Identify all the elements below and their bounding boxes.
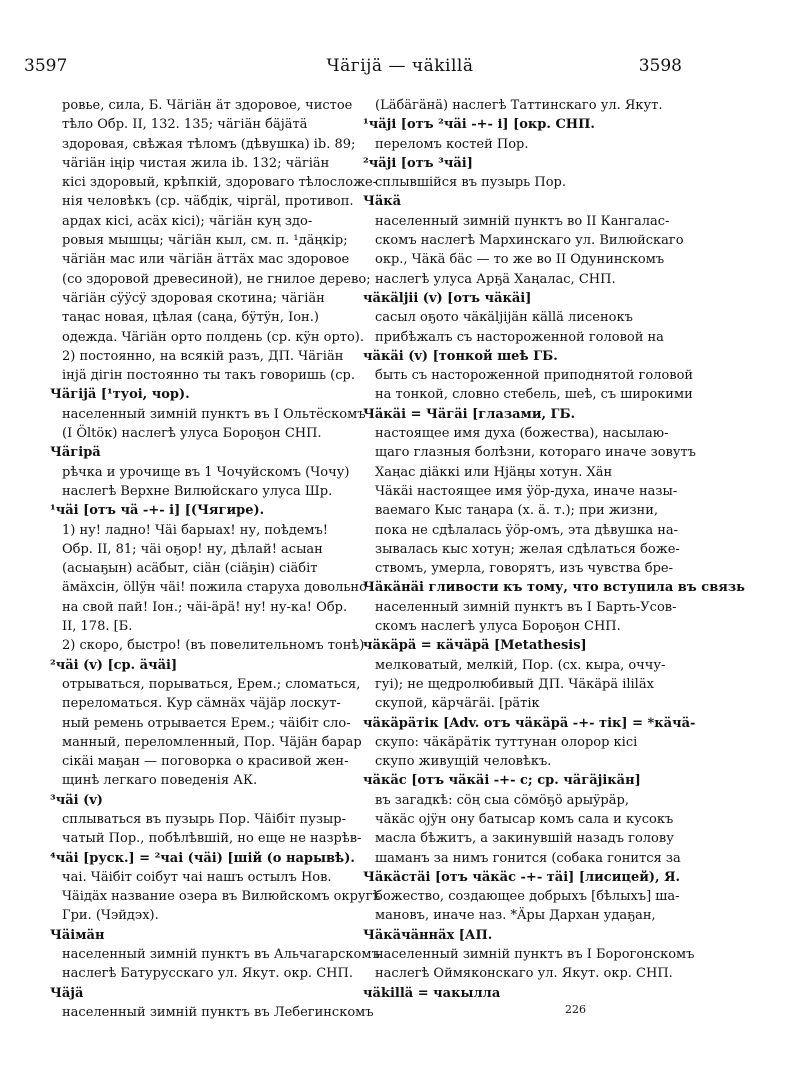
text-line: настоящее имя духа (божества), насылаю- <box>375 426 669 442</box>
left-page-number: 3597 <box>24 56 68 76</box>
entry-headword-line: ¹чäjі [отъ ²чäi -+- і] [окр. СНП. <box>363 117 595 133</box>
text-line: пока не сдѣлалась ÿöр-омъ, эта дѣвушка на- <box>375 522 679 538</box>
text-line: переломъ костей Пор. <box>375 136 529 152</box>
text-line: чатый Пор., побѣлѣвшiй, но еще не назрѣв- <box>62 831 362 847</box>
text-line: прибѣжалъ съ настороженной головой на <box>375 329 664 345</box>
page-header <box>0 56 800 80</box>
text-line: мановъ, иначе наз. *Äры Дархан удаҕан, <box>375 908 656 924</box>
text-line: Хаңас дiäккi или Нjäңы хотун. Хäн <box>375 464 613 480</box>
text-line: населенный зимнiй пунктъ въ Альчагарскомъ <box>62 947 380 963</box>
text-line: населенный зимнiй пунктъ въ I Ольтёскомъ <box>62 406 366 422</box>
entry-headword-line: чäкäi (v) [тонкой шеѣ ГБ. <box>363 348 558 364</box>
text-line: кiсi здоровый, крѣпкiй, здороваго тѣлосложе- <box>62 175 378 191</box>
text-line: тѣло Обр. II, 132. 135; чäгiäн бäjäтä <box>62 117 308 133</box>
entry-headword-line: Чäiмäн <box>50 927 105 943</box>
text-line: наслегѣ улуса Арҕä Хаңалас, СНП. <box>375 271 616 287</box>
text-line: Чäiдäх название озера въ Вилюйскомъ округѣ <box>62 889 381 905</box>
left-column <box>50 96 381 1022</box>
text-line: зывалась кыс хотун; желая сдѣлаться боже- <box>375 541 680 557</box>
text-line: Обр. II, 81; чäi оҕор! ну, дѣлай! асыан <box>62 541 323 557</box>
text-line: (Läбäгäнä) наслегѣ Таттинскаго ул. Якут. <box>375 98 663 113</box>
entry-headword-line: чäкäрäтiк [Adv. отъ чäкäрä -+- тiк] = *кäчä- <box>363 715 696 731</box>
right-column <box>363 96 745 1003</box>
text-line: 2) постоянно, на всякiй разъ, ДП. Чäгiäн <box>62 348 344 364</box>
text-line: чäгiäн iңiр чистая жила ib. 132; чäгiäн <box>62 155 330 171</box>
entry-headword-line: Чäjä <box>50 985 84 1001</box>
text-line: рѣчка и урочище въ 1 Чочуйскомъ (Чочу) <box>62 464 350 480</box>
right-page-number: 3598 <box>638 56 682 76</box>
entry-headword-line: ⁴чäi [руск.] = ²чаi (чäi) [шiй (о нарывѣ). <box>50 850 355 866</box>
text-line: iнjä дiгiн постоянно ты такъ говоришь (ср. <box>62 368 355 384</box>
text-line: (I Öltöк) наслегѣ улуса Бороҕон СНП. <box>62 426 322 442</box>
text-line: мелковатый, мелкiй, Пор. (сх. кыра, оччу- <box>375 657 666 673</box>
text-line: населенный зимнiй пунктъ во II Кангалас- <box>375 213 670 229</box>
text-line: населенный зимнiй пунктъ въ I Барть-Усов- <box>375 599 677 615</box>
text-line: гуi); не щедролюбивый ДП. Чäкäрä ililäх <box>375 676 654 692</box>
text-line: 1) ну! ладно! Чäi барыах! ну, поѣдемъ! <box>62 522 328 538</box>
text-line: скупой, кäрчäгäi. [рäтiк <box>375 696 540 712</box>
entry-headword-line: Чäгijä [¹туoi, чор). <box>50 387 190 403</box>
text-line: наслегѣ Батурусскаго ул. Якут. окр. СНП. <box>62 966 353 982</box>
text-line: äмäхсiн, öllÿн чäi! пожила старуха довольно <box>62 580 367 596</box>
text-line: шаманъ за нимъ гонится (собака гонится за <box>375 850 681 866</box>
text-line: щаго глазныя болѣзни, котораго иначе зовутъ <box>375 445 696 461</box>
text-line: таңас новая, цѣлая (саңа, бÿтÿн, Іон.) <box>62 310 319 326</box>
entry-headword-line: ³чäi (v) <box>50 792 103 808</box>
text-line: нiя человѣкъ (ср. чäбдiк, чiргäl, противоп. <box>62 194 354 210</box>
text-line: отрываться, порываться, Ерем.; сломаться, <box>62 676 361 692</box>
text-line: щинѣ легкаго поведенiя АК. <box>62 773 258 789</box>
entry-headword-line: ²чäjі [отъ ³чäi] <box>363 155 473 171</box>
entry-headword-line: Чäкäстäi [отъ чäкäс -+- тäi] [лисицей), Я. <box>363 869 681 885</box>
text-line: сiкäi маҕан — поговорка о красивой жен- <box>62 754 349 770</box>
text-line: 2) скоро, быстро! (въ повелительномъ тонѣ) <box>62 638 365 654</box>
entry-headword-line: чäkillä = чакылла <box>363 985 501 1001</box>
running-title: Чäгijä — чäkillä <box>326 56 474 76</box>
entry-headword-line: ²чäi (v) [ср. äчäi] <box>50 657 178 673</box>
text-line: быть съ настороженной приподнятой головой <box>375 368 694 384</box>
text-line: масла бѣжитъ, а закинувшiй назадъ голову <box>375 831 674 847</box>
text-line: скомъ наслегѣ Мархинскаго ул. Вилюйскаго <box>375 233 684 249</box>
text-line: сплываться въ пузырь Пор. Чäiбiт пузыр- <box>62 811 346 827</box>
footer-page-number: 226 <box>565 1003 586 1016</box>
text-line: (со здоровой древесиной), не гнилое дерево; <box>62 271 371 287</box>
text-line: ный ремень отрывается Ерем.; чäiбiт сло- <box>62 715 351 731</box>
text-line: II, 178. [Б. <box>62 619 133 635</box>
text-line: населенный зимнiй пунктъ въ I Борогонскомъ <box>375 947 695 963</box>
text-line: окр., Чäкä бäс — то же во II Одунинскомъ <box>375 252 665 268</box>
text-line: Гри. (Чэйдэх). <box>62 908 159 924</box>
text-line: чäгiäн сÿÿсÿ здоровая скотина; чäгiäн <box>62 290 325 306</box>
text-line: переломаться. Кур сäмнäх чäjäр лоскут- <box>62 696 341 712</box>
text-line: наслегѣ Верхне Вилюйскаго улуса Шр. <box>62 483 333 499</box>
text-line: скупо: чäкäрäтiк туттунан олорор кiсi <box>375 734 638 750</box>
text-line: наслегѣ Оймяконскаго ул. Якут. окр. СНП. <box>375 966 673 982</box>
text-line: скупо живущiй человѣкъ. <box>375 754 552 770</box>
text-line: скомъ наслегѣ улуса Бороҕон СНП. <box>375 619 621 635</box>
text-line: ровье, сила, Б. Чäгiäн äт здоровое, чистое <box>62 98 353 113</box>
entry-headword-line: Чäкäчäннäх [АП. <box>363 927 493 943</box>
text-line: чäгiäн мас или чäгiäн äттäх мас здоровое <box>62 252 350 268</box>
text-line: на свой пай! Іон.; чäi-äрä! ну! ну-ка! Обр. <box>62 599 348 615</box>
entry-headword-line: чäкäljii (v) [отъ чäкäi] <box>363 290 532 306</box>
text-line: въ загадкѣ: сöң сыа сöмöҕö арыÿрäр, <box>375 792 629 808</box>
text-line: ствомъ, умерла, говорятъ, изъ чувства бре- <box>375 561 673 577</box>
entry-headword-line: Чäкäнäi гливости къ тому, что вступила въ связь <box>363 580 745 596</box>
text-line: сасыл оҕото чäкäljijäн кällä лисенокъ <box>375 310 633 326</box>
text-line: (асыаҕын) асäбыт, сiäн (сiäҕiн) сiäбiт <box>62 561 318 577</box>
entry-headword-line: чäкäрä = кäчäрä [Metathesis] <box>363 638 587 654</box>
text-line: манный, переломленный, Пор. Чäjäн барар <box>62 734 362 750</box>
text-line: божество, создающее добрыхъ [бѣлыхъ] ша- <box>375 889 680 905</box>
entry-headword-line: Чäгiрä <box>50 445 101 461</box>
entry-headword-line: Чäкäi = Чäгäi [глазами, ГБ. <box>363 406 576 422</box>
text-line: на тонкой, словно стебель, шеѣ, съ широкими <box>375 387 693 403</box>
text-line: ваемаго Кыс таңара (х. ä. т.); при жизни, <box>375 503 658 519</box>
text-line: сплывшiйся въ пузырь Пор. <box>375 175 567 191</box>
text-line: Чäкäi настоящее имя ÿöр-духа, иначе назы- <box>375 483 678 499</box>
text-line: одежда. Чäгiäн орто полдень (ср. кÿн орто). <box>62 329 365 345</box>
entry-headword-line: чäкäс [отъ чäкäi -+- с; ср. чäгäjiкäн] <box>363 773 641 789</box>
text-line: ровыя мышцы; чäгiäн кыл, см. п. ¹дäңкiр; <box>62 233 348 249</box>
text-line: здоровая, свѣжая тѣломъ (дѣвушка) ib. 89; <box>62 136 356 152</box>
entry-headword-line: Чäкä <box>363 194 402 210</box>
entry-headword-line: ¹чäi [отъ чä -+- i] [(Чягире). <box>50 503 265 519</box>
text-line: чäкäс ojÿн ону батысар комъ сала и кусокъ <box>375 811 674 827</box>
text-line: ардах кiсi, асäх кiсi); чäгiäн куң здо- <box>62 213 313 229</box>
text-line: населенный зимнiй пунктъ въ Лебегинскомъ <box>62 1004 374 1020</box>
text-line: чаi. Чäiбiт соiбут чаi нашъ остылъ Нов. <box>62 869 332 885</box>
